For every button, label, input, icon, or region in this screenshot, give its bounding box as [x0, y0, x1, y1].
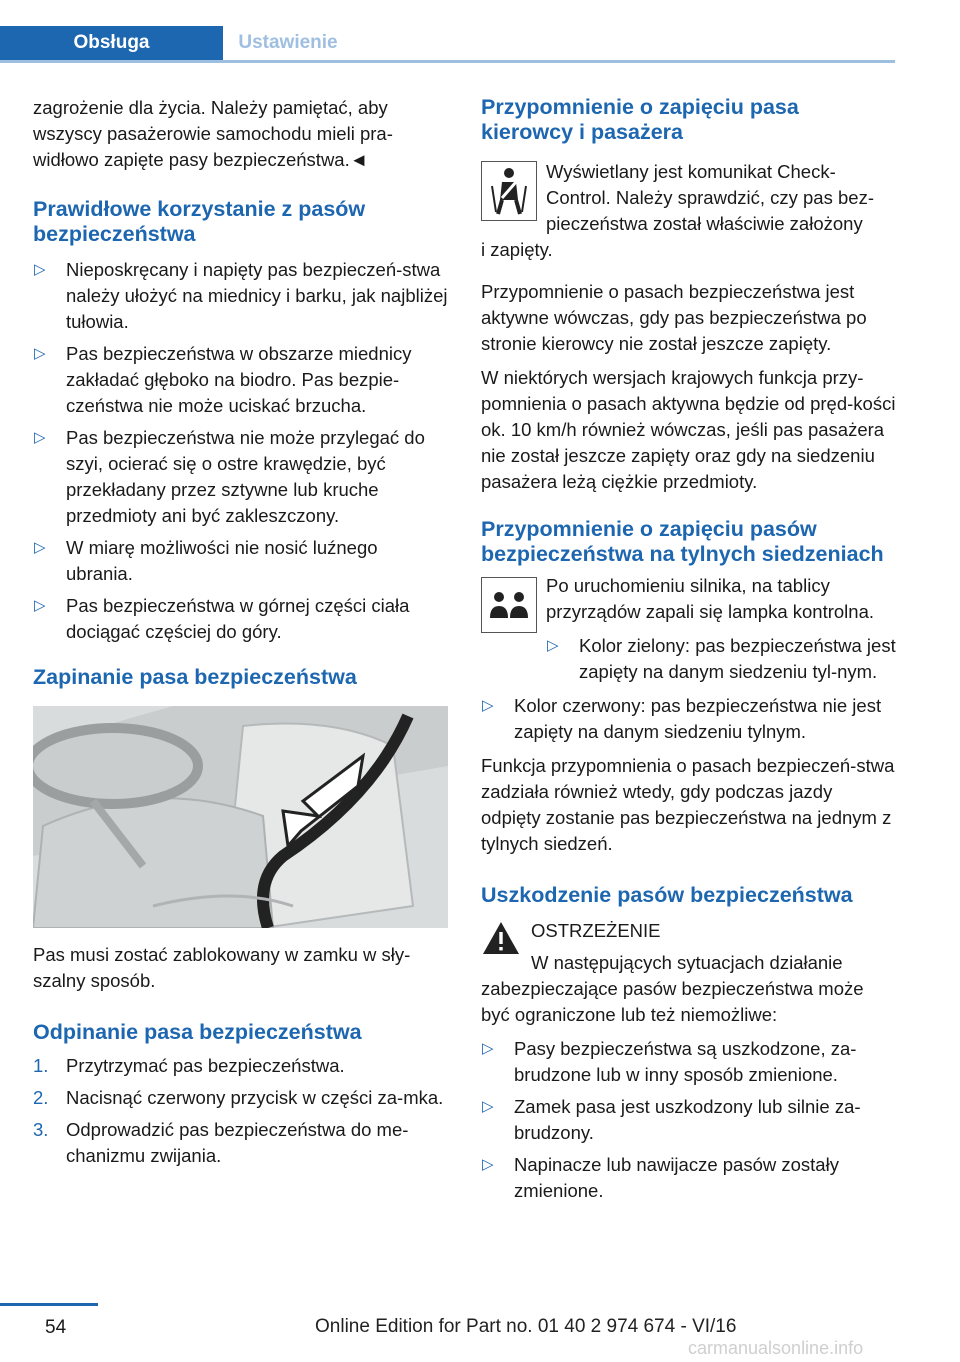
- tab-bar: [0, 26, 895, 60]
- rear-paragraph: Funkcja przypomnienia o pasach bezpieczeń-stwa zadziała również wtedy, gdy podczas jazdy odpięty zostanie pas bezpieczeństwa na jednym z tylnych siedzeń.: [481, 755, 895, 854]
- seatbelt-buckle-illustration: [33, 706, 448, 928]
- reminder-paragraph-2: W niektórych wersjach krajowych funkcja przy-pomnienia o pasach aktywna będzie od pręd-kości ok. 10 km/h również wówczas, jeśli pas pasażera nie został jeszcze zapięty oraz gdy na siedzeniu pasażera leżą ciężkie przedmioty.: [481, 367, 896, 492]
- warning-triangle-icon: [481, 920, 521, 956]
- tab-ustawienie[interactable]: Ustawienie: [238, 32, 338, 53]
- rear-sub-list: [546, 633, 896, 685]
- heading-fasten: Zapinanie pasa bezpieczeństwa: [33, 665, 357, 689]
- warning-text: zabezpieczające pasów bezpieczeństwa może być ograniczone lub też niemożliwe:: [481, 978, 864, 1025]
- warning-label: OSTRZEŻENIE: [531, 920, 661, 941]
- intro-paragraph: zagrożenie dla życia. Należy pamiętać, aby wszyscy pasażerowie samochodu mieli pra-widłowo zapięte pasy bezpieczeństwa.◄: [33, 97, 393, 170]
- left-column: [33, 95, 448, 1169]
- watermark: carmanualsonline.info: [688, 1338, 864, 1358]
- triangle-bullet-icon: ▷: [482, 697, 494, 714]
- list-item: 3. Odprowadzić pas bezpieczeństwa do me-chanizmu zwijania.: [33, 1119, 409, 1166]
- triangle-bullet-icon: ▷: [34, 429, 46, 446]
- triangle-bullet-icon: ▷: [482, 1040, 494, 1057]
- page-number: 54: [45, 1317, 67, 1338]
- tab-divider: [0, 60, 895, 63]
- list-item: ▷ Pas bezpieczeństwa w obszarze miednicy zakładać głęboko na biodro. Pas bezpie-czeństwa nie może uciskać brzucha.: [34, 343, 412, 416]
- list-item: ▷ Pasy bezpieczeństwa są uszkodzone, za-brudzone lub w inny sposób zmienione.: [482, 1038, 857, 1085]
- unfasten-steps: [33, 1053, 448, 1169]
- rear-seats-icon: [481, 577, 537, 633]
- list-item: ▷ Kolor czerwony: pas bezpieczeństwa nie jest zapięty na danym siedzeniu tylnym.: [482, 695, 882, 742]
- reminder-paragraph-1: Przypomnienie o pasach bezpieczeństwa jest aktywne wówczas, gdy pas bezpieczeństwa po stronie kierowcy nie został jeszcze zapięty.: [481, 281, 867, 354]
- heading-reminder-rear: Przypomnienie o zapięciu pasów bezpieczeństwa na tylnych siedzeniach: [481, 517, 884, 566]
- triangle-bullet-icon: ▷: [547, 637, 559, 654]
- triangle-bullet-icon: ▷: [482, 1156, 494, 1173]
- heading-correct-use: Prawidłowe korzystanie z pasów bezpieczeństwa: [33, 197, 366, 246]
- heading-reminder-driver: Przypomnienie o zapięciu pasa kierowcy i pasażera: [481, 95, 799, 144]
- footer-rule: [0, 1303, 98, 1306]
- damage-list: [481, 1036, 896, 1204]
- edition-footer: Online Edition for Part no. 01 40 2 974 674 - VI/16: [315, 1316, 737, 1337]
- reminder-icon-text: Wyświetlany jest komunikat Check-Control. Należy sprawdzić, czy pas bez-pieczeństwa został właściwie założony: [546, 161, 874, 234]
- list-item: ▷ Zamek pasa jest uszkodzony lub silnie za-brudzony.: [482, 1096, 861, 1143]
- right-column: [481, 95, 896, 1204]
- heading-damage: Uszkodzenie pasów bezpieczeństwa: [481, 883, 853, 907]
- correct-use-list: [33, 257, 448, 645]
- warning-block: [481, 918, 896, 1028]
- seat-photo: [33, 706, 448, 928]
- rear-block: [481, 573, 896, 685]
- triangle-bullet-icon: ▷: [34, 345, 46, 362]
- triangle-bullet-icon: ▷: [34, 539, 46, 556]
- rear-list: [481, 693, 896, 745]
- warning-lead: W następujących sytuacjach działanie: [531, 952, 843, 973]
- list-item: 1. Przytrzymać pas bezpieczeństwa.: [33, 1055, 345, 1076]
- reminder-icon-cont: i zapięty.: [481, 239, 553, 260]
- triangle-bullet-icon: ▷: [34, 597, 46, 614]
- fasten-paragraph: Pas musi zostać zablokowany w zamku w sły-szalny sposób.: [33, 944, 411, 991]
- list-item: ▷ Pas bezpieczeństwa nie może przylegać do szyi, ocierać się o ostre krawędzie, być przekładany przez sztywne lub kruche przedmioty ani być zakleszczony.: [34, 427, 425, 526]
- tab-obsluga[interactable]: Obsługa: [0, 26, 223, 60]
- list-item: ▷ Nieposkręcany i napięty pas bezpieczeń-stwa należy ułożyć na miednicy i barku, jak najbliżej tułowia.: [34, 259, 448, 332]
- list-item: ▷ Pas bezpieczeństwa w górnej części ciała dociągać częściej do góry.: [34, 595, 410, 642]
- reminder-block: [481, 159, 896, 263]
- triangle-bullet-icon: ▷: [482, 1098, 494, 1115]
- rear-icon-text: Po uruchomieniu silnika, na tablicy przyrządów zapali się lampka kontrolna.: [546, 575, 875, 622]
- list-item: ▷ W miarę możliwości nie nosić luźnego ubrania.: [34, 537, 378, 584]
- list-item: 2. Nacisnąć czerwony przycisk w części za-mka.: [33, 1087, 444, 1108]
- seatbelt-warning-icon: [481, 161, 537, 221]
- list-item: ▷ Napinacze lub nawijacze pasów zostały zmienione.: [482, 1154, 839, 1201]
- heading-unfasten: Odpinanie pasa bezpieczeństwa: [33, 1020, 362, 1044]
- list-item: ▷ Kolor zielony: pas bezpieczeństwa jest zapięty na danym siedzeniu tyl-nym.: [547, 635, 896, 682]
- triangle-bullet-icon: ▷: [34, 261, 46, 278]
